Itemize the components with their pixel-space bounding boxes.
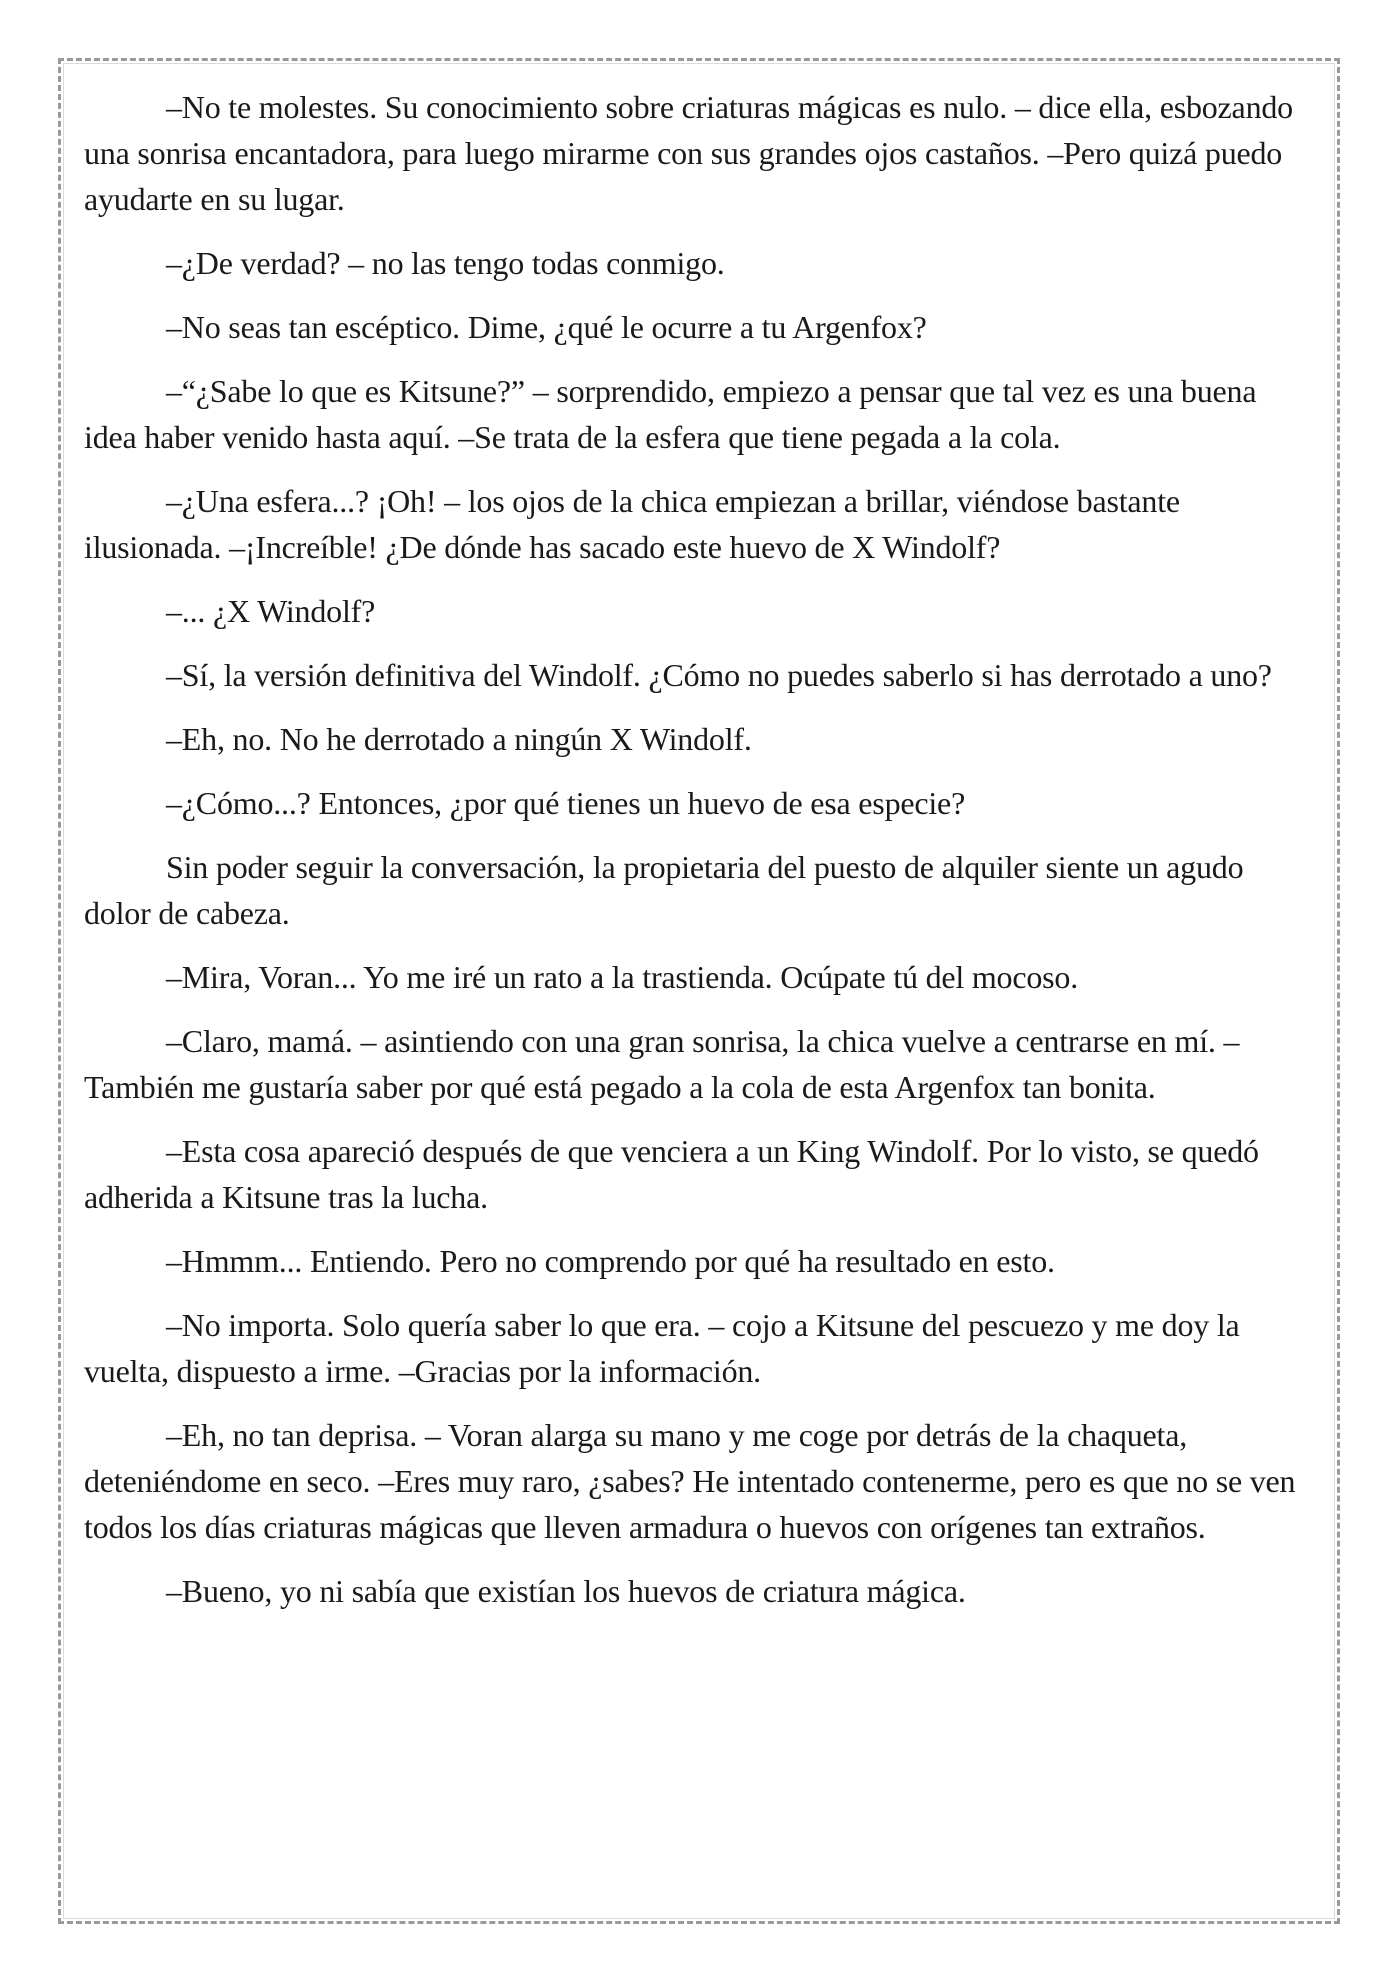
paragraph: –¿Una esfera...? ¡Oh! – los ojos de la chica empiezan a brillar, viéndose bastante ilusionada. –¡Increíble! ¿De dónde has sacado este huevo de X Windolf? xyxy=(84,483,1180,565)
paragraph: –... ¿X Windolf? xyxy=(166,593,376,629)
paragraph: –“¿Sabe lo que es Kitsune?” – sorprendido, empiezo a pensar que tal vez es una buena idea haber venido hasta aquí. –Se trata de la esfera que tiene pegada a la cola. xyxy=(84,373,1257,455)
paragraph: –Esta cosa apareció después de que venciera a un King Windolf. Por lo visto, se quedó adherida a Kitsune tras la lucha. xyxy=(84,1133,1259,1215)
paragraph: –No importa. Solo quería saber lo que era. – cojo a Kitsune del pescuezo y me doy la vuelta, dispuesto a irme. –Gracias por la información. xyxy=(84,1307,1240,1389)
paragraph: –Mira, Voran... Yo me iré un rato a la trastienda. Ocúpate tú del mocoso. xyxy=(166,959,1079,995)
paragraph: –¿Cómo...? Entonces, ¿por qué tienes un huevo de esa especie? xyxy=(166,785,966,821)
document-body xyxy=(84,84,1316,1632)
paragraph: –No te molestes. Su conocimiento sobre criaturas mágicas es nulo. – dice ella, esbozando una sonrisa encantadora, para luego mirarme con sus grandes ojos castaños. –Pero quizá puedo ayudarte en su lugar. xyxy=(84,89,1293,217)
paragraph: –Sí, la versión definitiva del Windolf. ¿Cómo no puedes saberlo si has derrotado a uno? xyxy=(166,657,1272,693)
paragraph: –Eh, no. No he derrotado a ningún X Windolf. xyxy=(166,721,752,757)
paragraph: –Eh, no tan deprisa. – Voran alarga su mano y me coge por detrás de la chaqueta, deteniéndome en seco. –Eres muy raro, ¿sabes? He intentado contenerme, pero es que no se ven todos los días criaturas mágicas que lleven armadura o huevos con orígenes tan extraños. xyxy=(84,1417,1296,1545)
paragraph: Sin poder seguir la conversación, la propietaria del puesto de alquiler siente un agudo dolor de cabeza. xyxy=(84,849,1244,931)
paragraph: –No seas tan escéptico. Dime, ¿qué le ocurre a tu Argenfox? xyxy=(166,309,927,345)
paragraph: –Hmmm... Entiendo. Pero no comprendo por qué ha resultado en esto. xyxy=(166,1243,1055,1279)
paragraph: –Bueno, yo ni sabía que existían los huevos de criatura mágica. xyxy=(166,1573,966,1609)
paragraph: –Claro, mamá. – asintiendo con una gran sonrisa, la chica vuelve a centrarse en mí. –También me gustaría saber por qué está pegado a la cola de esta Argenfox tan bonita. xyxy=(84,1023,1240,1105)
paragraph: –¿De verdad? – no las tengo todas conmigo. xyxy=(166,245,725,281)
